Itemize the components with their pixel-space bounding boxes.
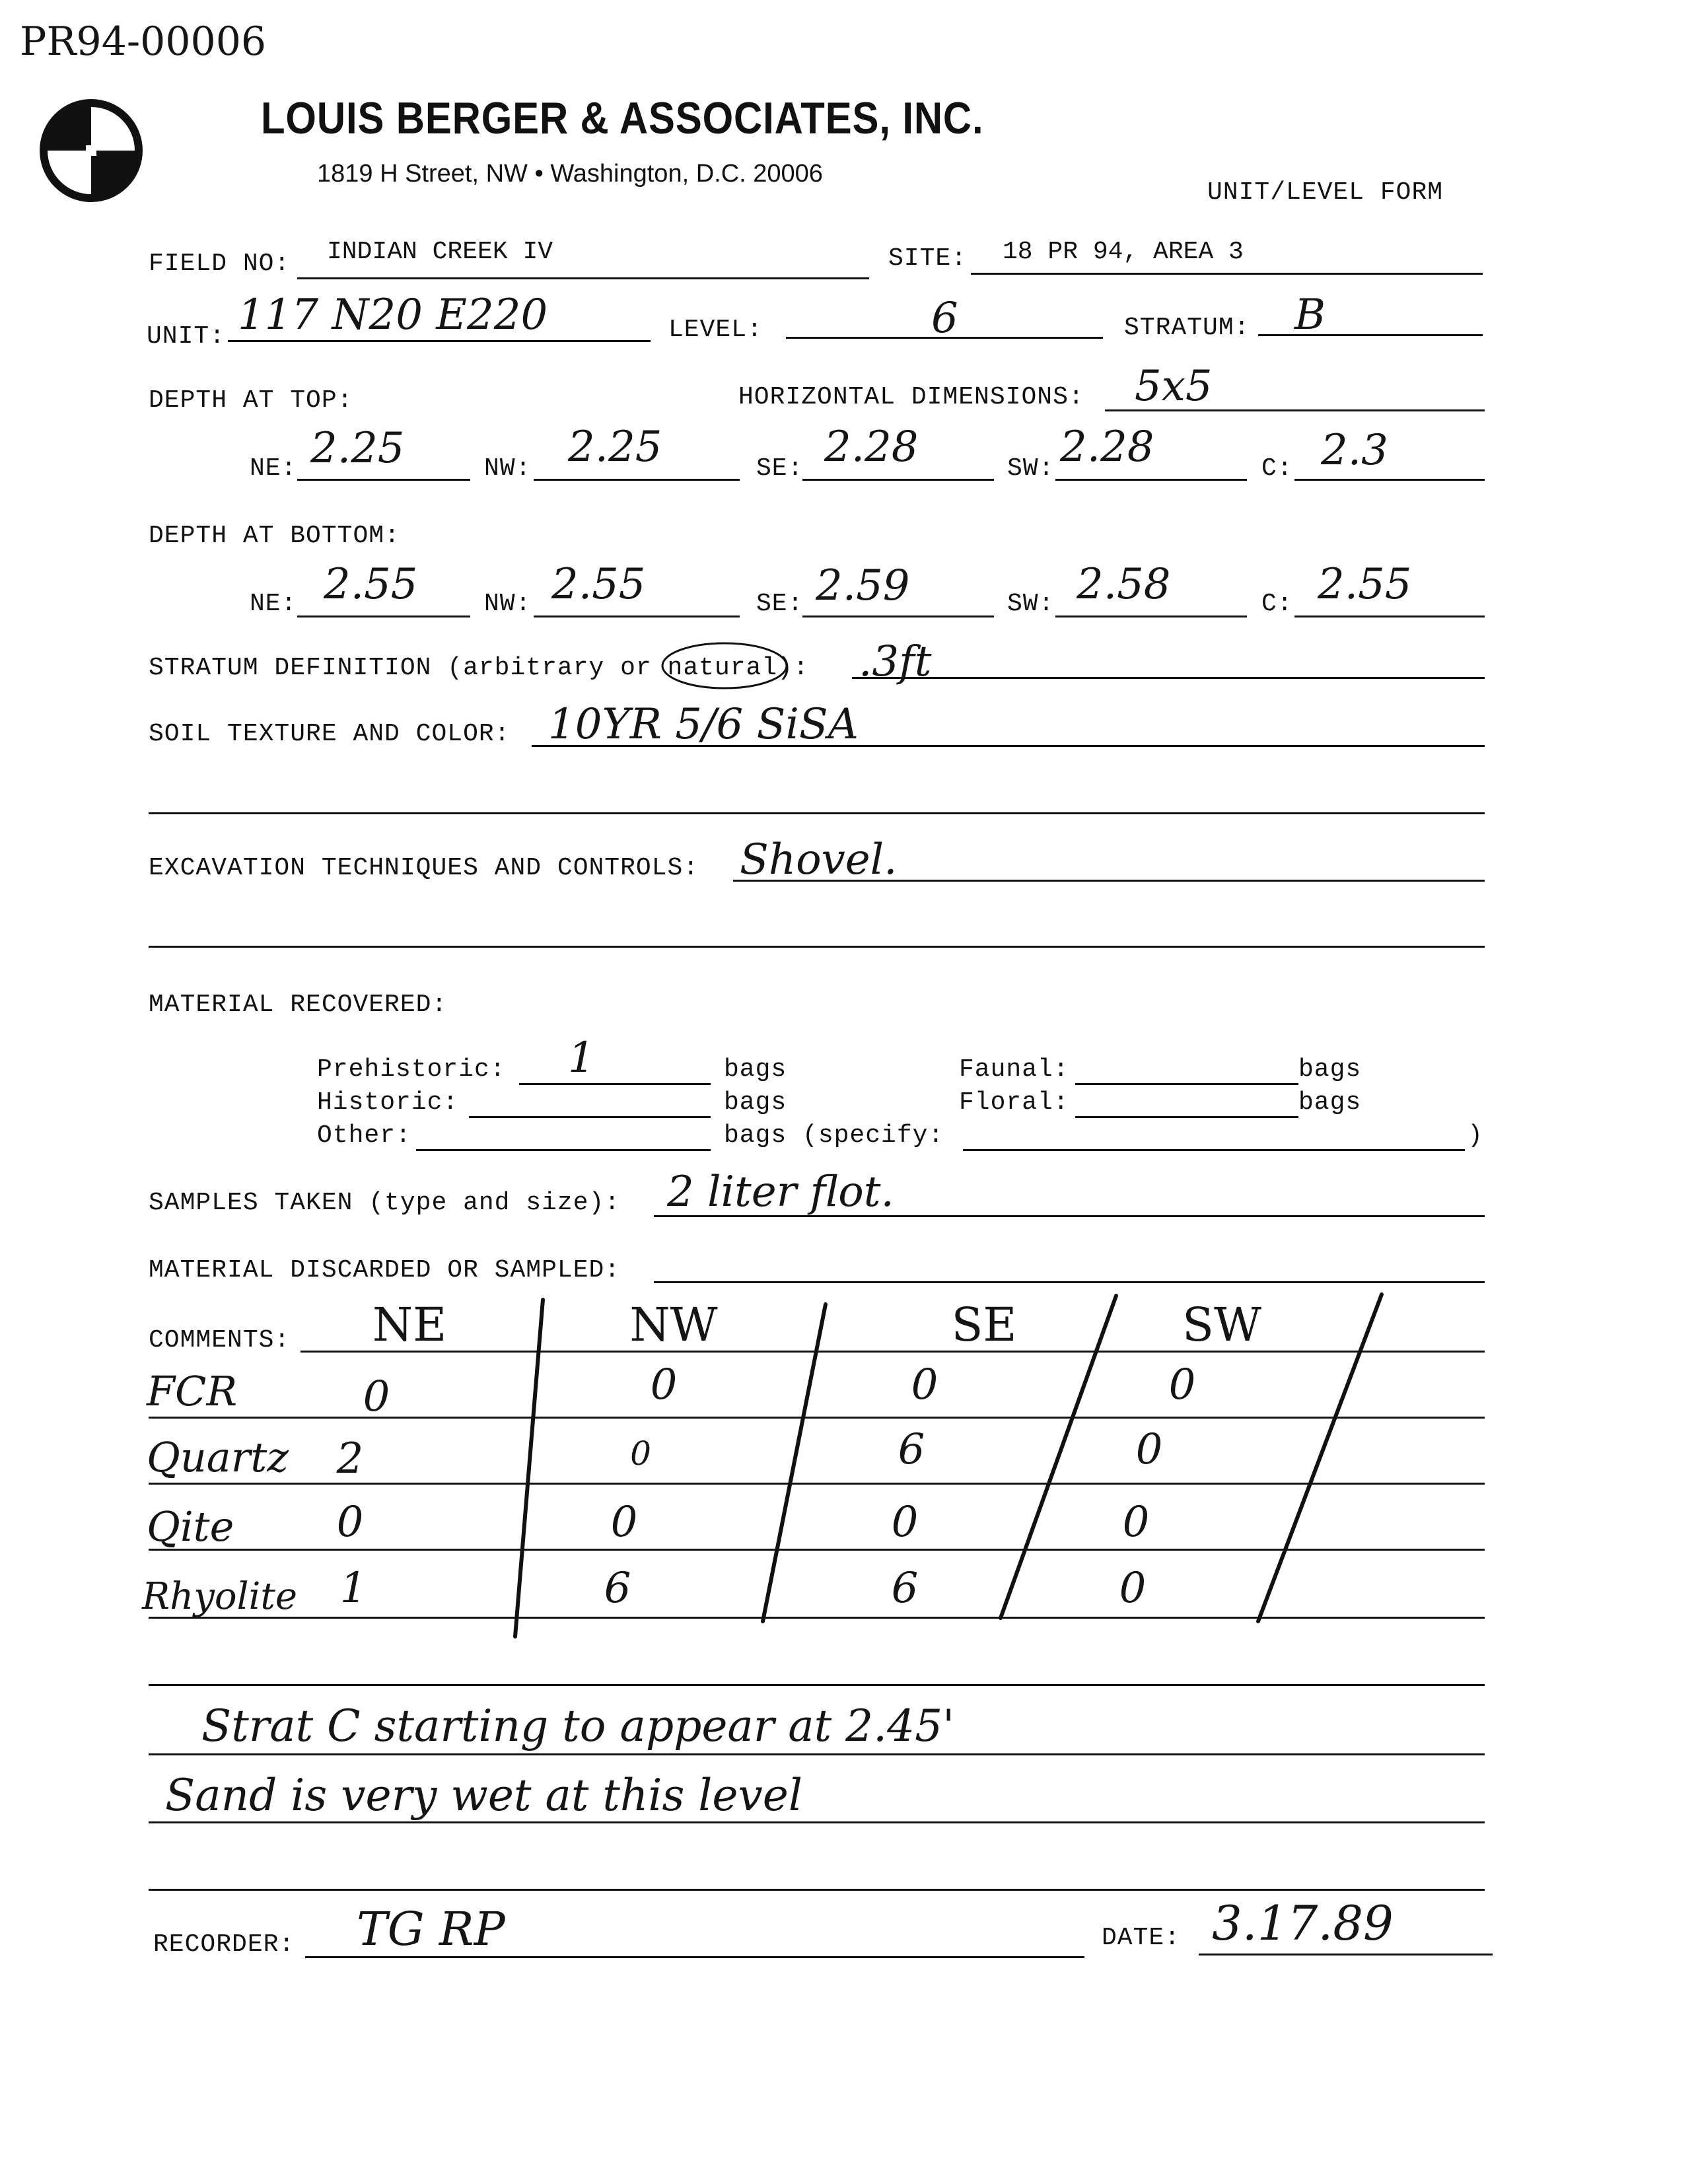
comments-cell: 0 — [630, 1434, 651, 1473]
company-address: 1819 H Street, NW • Washington, D.C. 20006 — [317, 160, 823, 188]
depth-bottom-se-label: SE: — [756, 590, 804, 618]
stratum-definition-value: .3ft — [859, 637, 932, 686]
level-value: 6 — [931, 294, 958, 343]
comments-cell: 0 — [1122, 1498, 1150, 1547]
site-label: SITE: — [888, 244, 968, 273]
comments-cell: 6 — [898, 1425, 925, 1474]
depth-top-nw-value: 2.25 — [568, 423, 662, 472]
comments-cell: 0 — [1119, 1564, 1147, 1613]
comments-cell: 0 — [1168, 1360, 1196, 1409]
historic-bags-label: bags — [724, 1088, 787, 1117]
comments-cell: 0 — [891, 1498, 919, 1547]
level-label: LEVEL: — [668, 316, 763, 344]
faunal-bags-label: bags — [1298, 1055, 1362, 1084]
depth-top-ne-label: NE: — [250, 454, 297, 483]
site-value: 18 PR 94, AREA 3 — [1003, 238, 1244, 266]
note-line-1: Strat C starting to appear at 2.45' — [201, 1701, 955, 1751]
depth-top-c-value: 2.3 — [1321, 426, 1388, 475]
stratum-value: B — [1294, 291, 1326, 339]
depth-bottom-sw-label: SW: — [1007, 590, 1055, 618]
company-name: LOUIS BERGER & ASSOCIATES, INC. — [261, 93, 984, 143]
comments-cell: 0 — [650, 1360, 678, 1409]
unit-value: 117 N20 E220 — [238, 291, 548, 339]
depth-bottom-c-label: C: — [1261, 590, 1293, 618]
comments-cell: 0 — [363, 1372, 390, 1421]
comments-header-se: SE — [951, 1298, 1017, 1352]
soil-value: 10YR 5/6 SiSA — [548, 700, 859, 749]
comments-header-sw: SW — [1182, 1298, 1261, 1352]
comments-header-ne: NE — [372, 1298, 447, 1352]
field-no-value: INDIAN CREEK IV — [327, 238, 553, 266]
form-title: UNIT/LEVEL FORM — [1207, 178, 1444, 207]
depth-top-sw-value: 2.28 — [1060, 423, 1154, 472]
samples-label: SAMPLES TAKEN (type and size): — [149, 1189, 621, 1217]
excavation-value: Shovel. — [740, 835, 898, 884]
specify-close-paren: ) — [1468, 1121, 1483, 1150]
comments-cell: 0 — [610, 1498, 638, 1547]
recorder-underline — [305, 1956, 1084, 1958]
prehistoric-value: 1 — [568, 1034, 595, 1082]
discarded-label: MATERIAL DISCARDED OR SAMPLED: — [149, 1256, 621, 1285]
depth-bottom-se-value: 2.59 — [816, 561, 910, 610]
recorder-label: RECORDER: — [153, 1930, 295, 1959]
depth-top-se-label: SE: — [756, 454, 804, 483]
stratum-definition-label-b: ): — [777, 654, 809, 682]
depth-bottom-c-value: 2.55 — [1318, 560, 1412, 609]
comments-row-label: Qite — [147, 1502, 234, 1551]
comments-cell: 6 — [604, 1564, 631, 1613]
floral-label: Floral: — [959, 1088, 1069, 1117]
comments-cell: 0 — [911, 1360, 938, 1409]
date-underline — [1199, 1954, 1493, 1955]
divider-ne-nw — [515, 1300, 543, 1637]
comments-header-nw: NW — [629, 1298, 718, 1352]
depth-bottom-nw-value: 2.55 — [551, 560, 646, 609]
other-bags-specify-label: bags (specify: — [724, 1121, 944, 1150]
material-recovered-label: MATERIAL RECOVERED: — [149, 991, 448, 1019]
stratum-label: STRATUM: — [1124, 314, 1250, 342]
depth-bottom-label: DEPTH AT BOTTOM: — [149, 522, 400, 550]
historic-label: Historic: — [317, 1088, 459, 1117]
comments-row-label: Quartz — [147, 1433, 289, 1481]
comments-cell: 0 — [336, 1498, 364, 1547]
date-label: DATE: — [1102, 1924, 1181, 1952]
depth-top-sw-label: SW: — [1007, 454, 1055, 483]
comments-cell: 1 — [339, 1564, 367, 1613]
comments-cell: 2 — [336, 1434, 364, 1483]
depth-bottom-ne-value: 2.55 — [324, 560, 418, 609]
samples-value: 2 liter flot. — [667, 1168, 894, 1216]
depth-bottom-ne-label: NE: — [250, 590, 297, 618]
depth-top-nw-label: NW: — [484, 454, 532, 483]
horizontal-dimensions-value: 5x5 — [1135, 362, 1213, 411]
field-no-label: FIELD NO: — [149, 250, 291, 278]
excavation-label: EXCAVATION TECHNIQUES AND CONTROLS: — [149, 854, 699, 882]
depth-top-label: DEPTH AT TOP: — [149, 386, 353, 415]
soil-label: SOIL TEXTURE AND COLOR: — [149, 720, 511, 748]
comments-cell: 0 — [1135, 1425, 1163, 1474]
stratum-definition-natural-text: natural — [667, 654, 778, 682]
note-line-2: Sand is very wet at this level — [165, 1770, 802, 1821]
comments-row-label: FCR — [147, 1367, 238, 1415]
depth-top-se-value: 2.28 — [824, 423, 919, 472]
divider-nw-se — [763, 1304, 826, 1621]
comments-cell: 6 — [891, 1564, 919, 1613]
floral-bags-label: bags — [1298, 1088, 1362, 1117]
faunal-label: Faunal: — [959, 1055, 1069, 1084]
prehistoric-bags-label: bags — [724, 1055, 787, 1084]
depth-bottom-sw-value: 2.58 — [1077, 560, 1171, 609]
horizontal-dimensions-label: HORIZONTAL DIMENSIONS: — [738, 383, 1084, 411]
comments-row-label: Rhyolite — [142, 1575, 298, 1618]
file-number: PR94-00006 — [20, 18, 267, 65]
unit-label: UNIT: — [147, 322, 226, 351]
other-label: Other: — [317, 1121, 411, 1150]
comments-label: COMMENTS: — [149, 1326, 291, 1355]
depth-top-c-label: C: — [1261, 454, 1293, 483]
prehistoric-label: Prehistoric: — [317, 1055, 506, 1084]
date-value: 3.17.89 — [1212, 1895, 1394, 1951]
recorder-value: TG RP — [357, 1902, 505, 1956]
depth-bottom-nw-label: NW: — [484, 590, 532, 618]
stratum-definition-label-a: STRATUM DEFINITION (arbitrary or — [149, 654, 652, 682]
depth-top-ne-value: 2.25 — [310, 424, 405, 473]
